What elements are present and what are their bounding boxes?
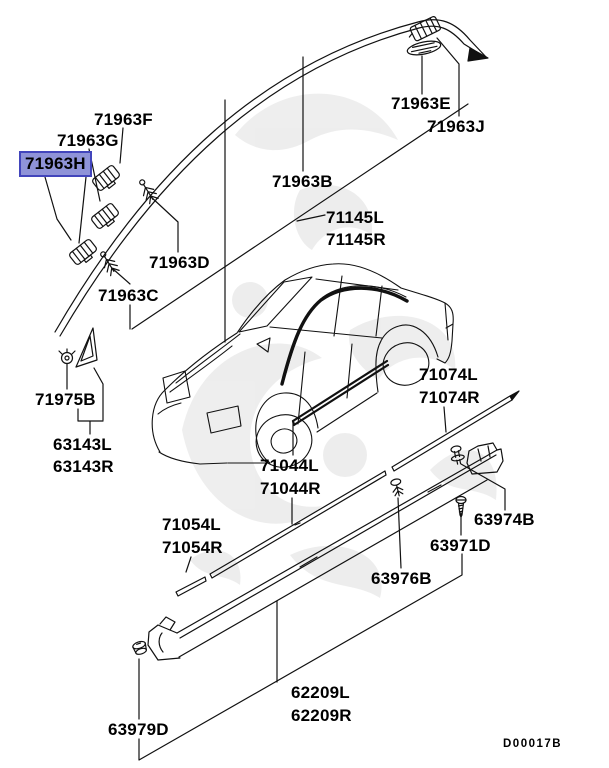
molding-clip-rect-1 — [91, 164, 122, 193]
part-label-71044r[interactable]: 71044R — [260, 479, 321, 498]
part-label-63974b[interactable]: 63974B — [474, 510, 535, 529]
part-label-71963c[interactable]: 71963C — [98, 286, 159, 305]
diagram-code: D00017B — [503, 738, 563, 750]
sill-left-end-cap — [159, 617, 175, 652]
tree-clip-63976b — [390, 478, 404, 497]
part-label-63971d[interactable]: 63971D — [430, 536, 491, 555]
garnish-grommet-clip — [59, 349, 75, 364]
grommet-clip-63979d — [132, 640, 148, 656]
part-label-71963g[interactable]: 71963G — [57, 131, 119, 150]
part-label-71044l[interactable]: 71044L — [260, 456, 319, 475]
part-label-71963b[interactable]: 71963B — [272, 172, 333, 191]
molding-clip-rect-2 — [90, 202, 121, 231]
part-label-71963d[interactable]: 71963D — [149, 253, 210, 272]
part-label-71963h[interactable]: 71963H — [19, 151, 92, 177]
part-label-71975b[interactable]: 71975B — [35, 390, 96, 409]
part-label-71145r[interactable]: 71145R — [326, 230, 386, 249]
watermark-emblem — [182, 94, 497, 598]
part-label-71074l[interactable]: 71074L — [419, 365, 478, 384]
part-label-63979d[interactable]: 63979D — [108, 720, 169, 739]
part-label-62209l[interactable]: 62209L — [291, 683, 350, 702]
car-side-molding-bold — [293, 361, 388, 425]
fender-molding-strip-71054 — [176, 577, 206, 596]
roof-molding-pad-clip — [406, 39, 442, 58]
part-label-71054l[interactable]: 71054L — [162, 515, 221, 534]
molding-clip-rect-3 — [68, 238, 99, 267]
part-label-71054r[interactable]: 71054R — [162, 538, 223, 557]
part-label-71145l[interactable]: 71145L — [326, 208, 384, 227]
part-label-63143r[interactable]: 63143R — [53, 457, 114, 476]
part-label-71963e[interactable]: 71963E — [391, 94, 451, 113]
part-label-71963j[interactable]: 71963J — [427, 117, 485, 136]
part-label-71963f[interactable]: 71963F — [94, 110, 153, 129]
corner-garnish — [76, 328, 97, 367]
part-label-71074r[interactable]: 71074R — [419, 388, 480, 407]
part-label-62209r[interactable]: 62209R — [291, 706, 352, 725]
part-label-63976b[interactable]: 63976B — [371, 569, 432, 588]
part-label-63143l[interactable]: 63143L — [53, 435, 112, 454]
